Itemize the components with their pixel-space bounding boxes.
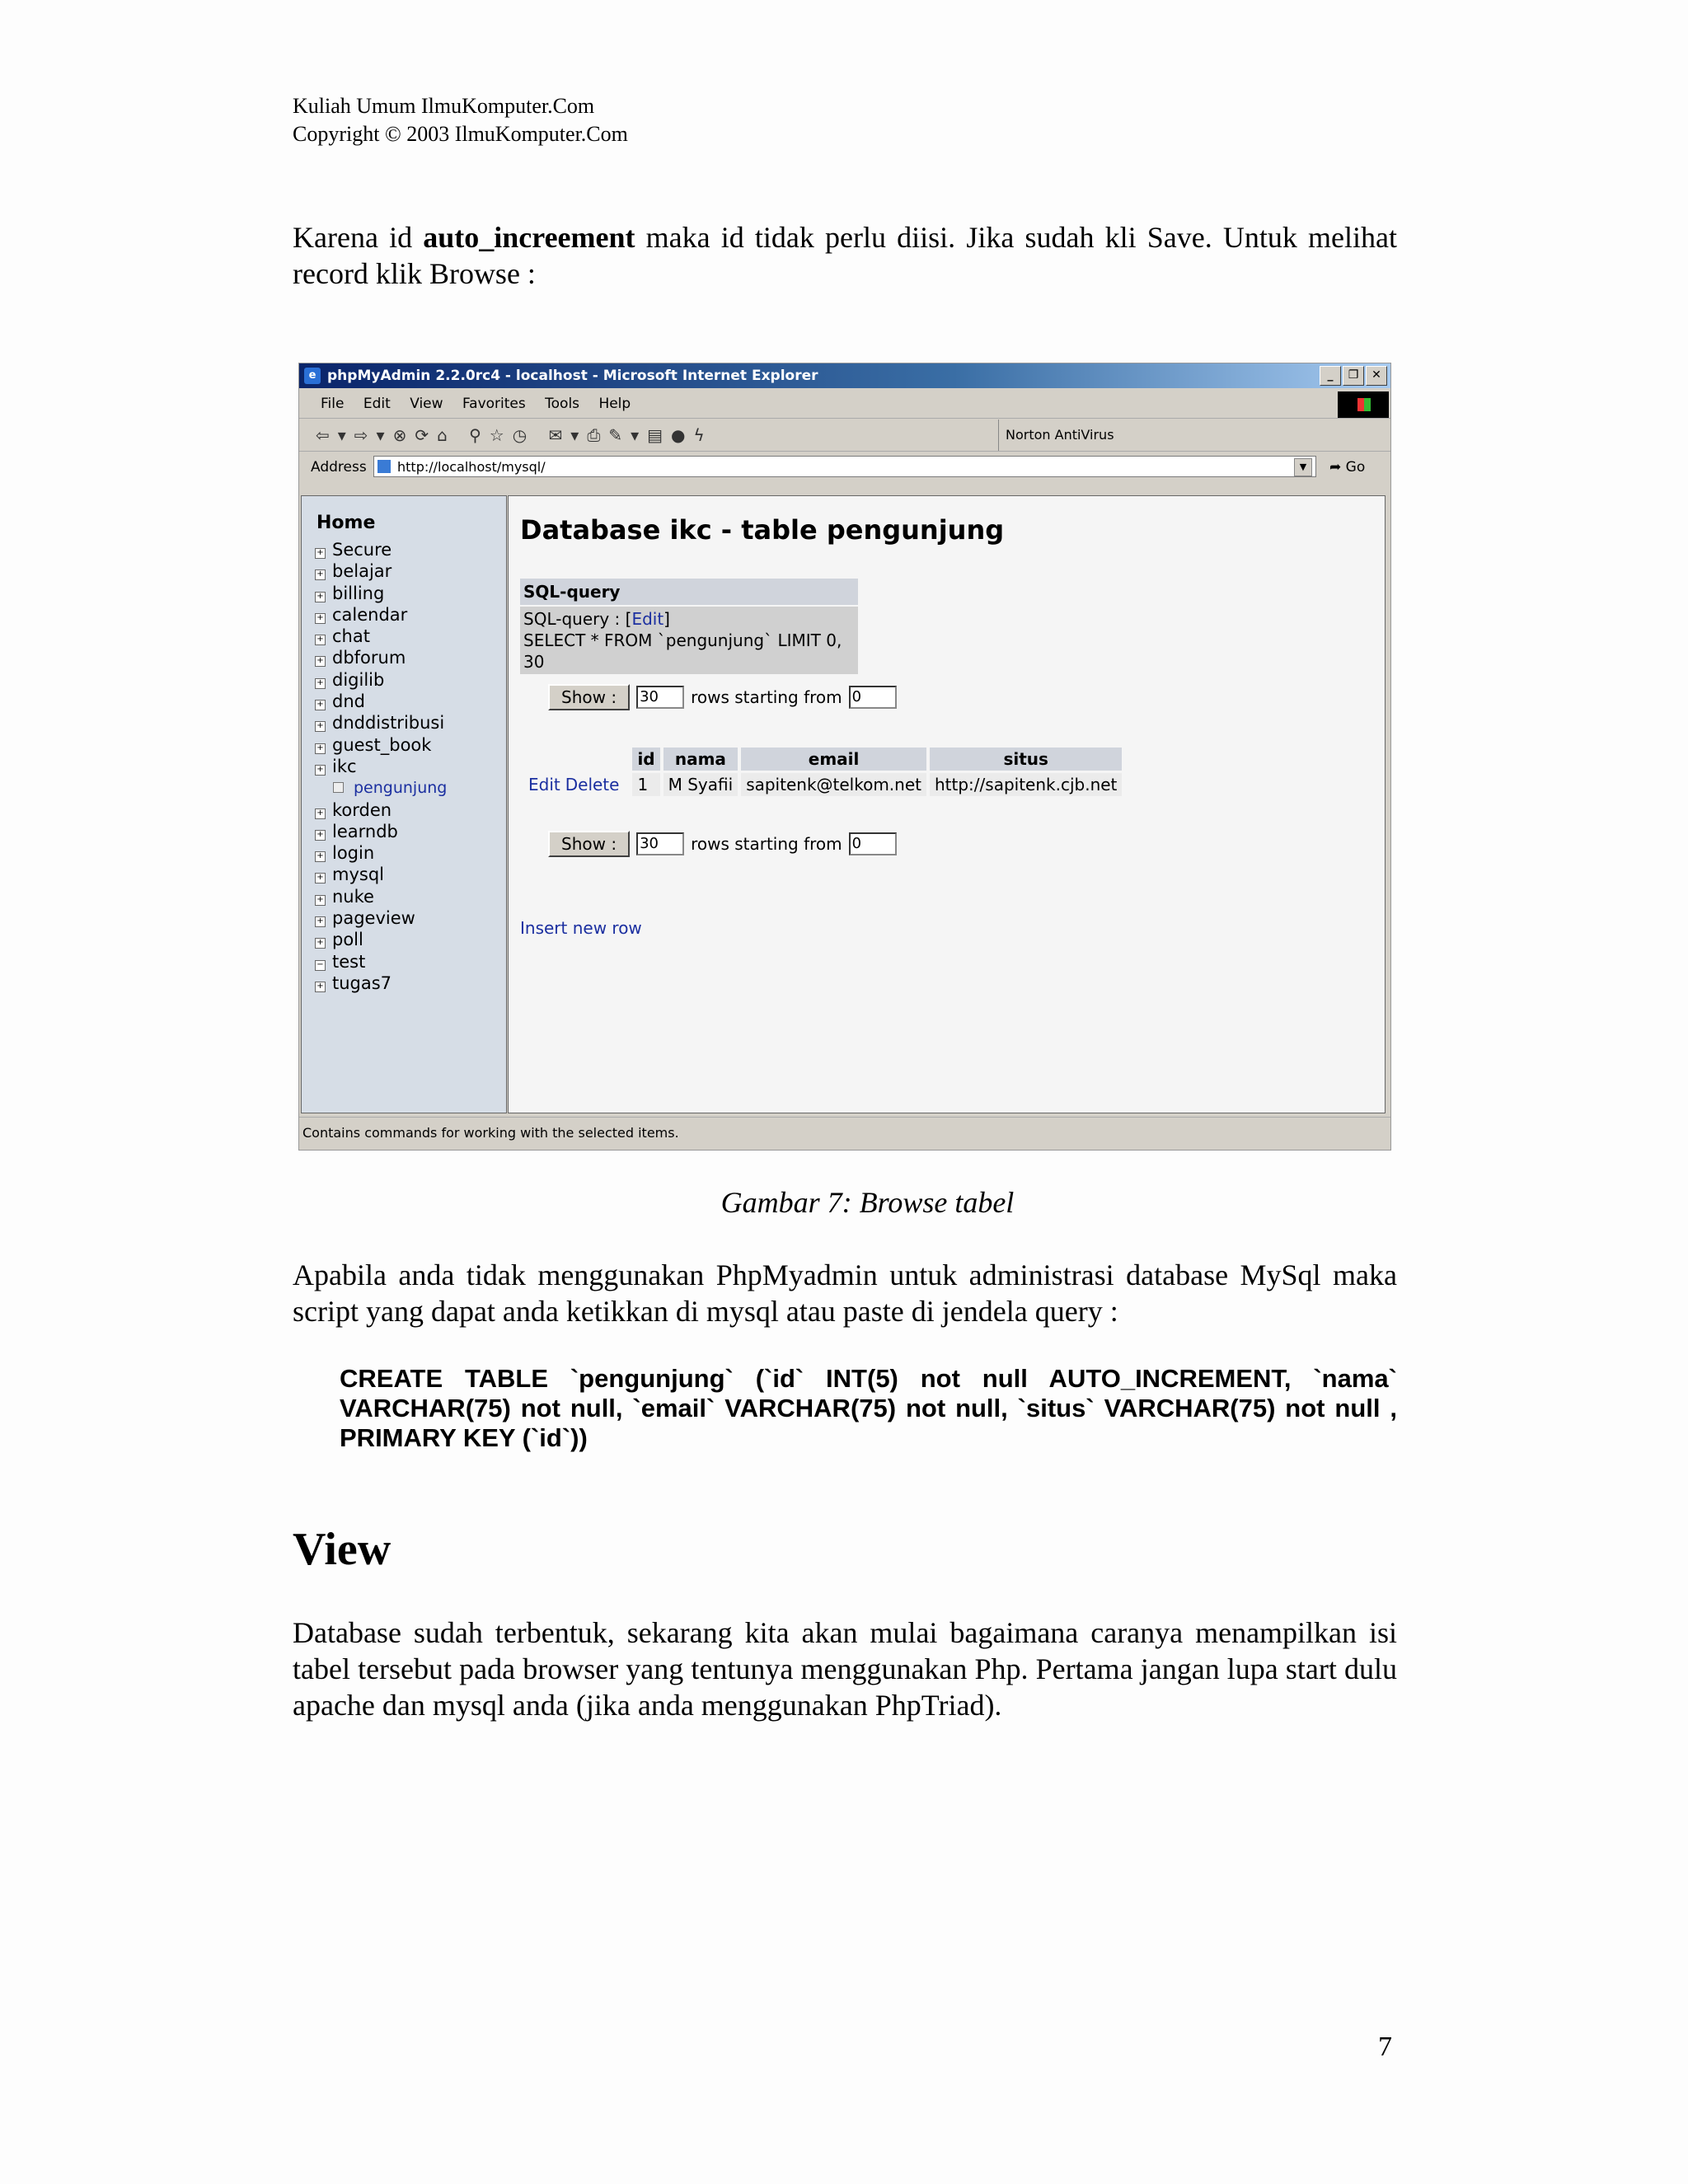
sidebar-item[interactable] (315, 691, 447, 712)
expand-icon[interactable]: + (315, 873, 326, 883)
insert-new-row-link[interactable]: Insert new row (520, 918, 642, 938)
table-row (523, 773, 1122, 796)
sidebar-item[interactable] (315, 560, 447, 582)
expand-icon[interactable]: + (315, 982, 326, 992)
sidebar-item-label: dbforum (332, 648, 406, 668)
expand-icon[interactable]: + (315, 700, 326, 710)
figure-caption: Gambar 7: Browse tabel (720, 1186, 1015, 1219)
menu-favorites[interactable]: Favorites (462, 396, 526, 412)
expand-icon[interactable]: + (315, 830, 326, 841)
sql-code-block: CREATE TABLE `pengunjung` (`id` INT(5) not null AUTO_INCREMENT, `nama` VARCHAR(75) not null, `email` VARCHAR(75) not null, `situs` VARCHAR(75) not null , PRIMARY KEY (`id`)) (340, 1364, 1397, 1452)
rows-starting-label: rows starting from (691, 834, 842, 854)
sidebar-item[interactable] (315, 842, 447, 864)
table-header-blank (523, 748, 629, 771)
row-actions (523, 773, 629, 796)
expand-icon[interactable]: + (315, 613, 326, 624)
cell-nama: M Syafii (663, 773, 738, 796)
sidebar-item[interactable] (315, 821, 447, 842)
address-input[interactable] (373, 456, 1316, 477)
sidebar-item[interactable] (315, 647, 447, 668)
cell-situs: http://sapitenk.cjb.net (930, 773, 1122, 796)
paragraph-2: Apabila anda tidak menggunakan PhpMyadmin untuk administrasi database MySql maka script yang dapat anda ketikkan di mysql atau paste di jendela query : (293, 1258, 1397, 1328)
toolbar-icons[interactable]: ⇦▾⇨▾⊗⟳⌂ ⚲☆◷ ✉▾⎙✎▾▤●ϟ (316, 425, 713, 445)
close-icon[interactable]: ✕ (1366, 366, 1387, 386)
sidebar-item-label: ikc (332, 756, 357, 776)
rows-count-input[interactable]: 30 (636, 686, 684, 709)
column-header[interactable]: email (741, 748, 926, 771)
expand-icon[interactable]: + (315, 808, 326, 819)
sidebar-item[interactable] (315, 626, 447, 647)
sidebar-item-label: dnd (332, 691, 365, 712)
window-titlebar (299, 363, 1390, 388)
expand-icon[interactable]: + (315, 678, 326, 689)
start-row-input[interactable]: 0 (849, 832, 897, 855)
sidebar-item-label: dnddistribusi (332, 713, 445, 733)
sidebar-item-label: belajar (332, 561, 392, 582)
expand-icon[interactable]: + (315, 592, 326, 602)
dropdown-arrow-icon[interactable]: ▼ (1294, 458, 1312, 476)
records-table (520, 745, 1125, 799)
show-button[interactable]: Show : (548, 684, 630, 710)
sidebar-item[interactable] (315, 886, 447, 907)
intro-text-before: Karena id (293, 221, 424, 254)
column-header[interactable]: situs (930, 748, 1122, 771)
ie-icon: e (304, 368, 321, 384)
menu-view[interactable]: View (410, 396, 443, 412)
main-content (508, 495, 1386, 1113)
sidebar-table-item[interactable] (315, 777, 447, 799)
window-title: phpMyAdmin 2.2.0rc4 - localhost - Microsoft Internet Explorer (327, 368, 818, 384)
page-number: 7 (1378, 2032, 1392, 2062)
sidebar-item-label: Secure (332, 540, 392, 560)
expand-icon[interactable]: + (315, 635, 326, 645)
page-icon (377, 460, 391, 473)
intro-text-after: maka id tidak perlu diisi. Jika sudah kli Save. Untuk melihat record klik Browse : (293, 221, 1397, 290)
sidebar-item-label: learndb (332, 821, 398, 841)
go-label: Go (1345, 459, 1366, 476)
menu-bar (299, 390, 1390, 419)
sql-query-body (520, 607, 858, 674)
sql-query-heading: SQL-query (520, 579, 858, 605)
toolbar (299, 419, 1390, 452)
sidebar-item[interactable] (315, 712, 447, 733)
expand-icon[interactable]: + (315, 721, 326, 732)
sidebar-item[interactable] (315, 864, 447, 885)
intro-bold-term: auto_increement (423, 221, 635, 254)
show-button[interactable]: Show : (548, 831, 630, 857)
table-header-row (523, 748, 1122, 771)
sidebar-item[interactable] (315, 583, 447, 604)
sidebar-item[interactable] (315, 951, 447, 972)
expand-icon[interactable]: + (315, 851, 326, 862)
page-title: Database ikc - table pengunjung (520, 514, 1005, 546)
sidebar-item-label: guest_book (332, 734, 432, 755)
rows-count-input[interactable]: 30 (636, 832, 684, 855)
sidebar-home[interactable]: Home (316, 513, 376, 533)
sidebar-item-label: calendar (332, 604, 408, 625)
header-line-2: Copyright © 2003 IlmuKomputer.Com (293, 122, 628, 146)
sidebar-item-label: login (332, 843, 375, 864)
collapse-icon[interactable]: − (315, 960, 326, 971)
sql-query-label: SQL-query : [ (523, 609, 632, 629)
minimize-icon[interactable]: _ (1320, 366, 1341, 386)
paragraph-3: Database sudah terbentuk, sekarang kita akan mulai bagaimana caranya menampilkan isi tabel tersebut pada browser yang tentunya menggunakan Php. Pertama jangan lupa start dulu apache dan mysql anda (jika anda menggunakan PhpTriad). (293, 1616, 1397, 1722)
browser-screenshot (298, 363, 1391, 1151)
sidebar-item-label: test (332, 951, 366, 972)
sidebar-item[interactable] (315, 669, 447, 691)
expand-icon[interactable]: + (315, 938, 326, 949)
sidebar-item[interactable] (315, 799, 447, 821)
go-button[interactable]: ➦ Go (1329, 459, 1366, 476)
edit-link[interactable]: Edit (528, 775, 560, 794)
expand-icon[interactable]: + (315, 548, 326, 559)
table-icon (333, 782, 344, 793)
rows-starting-label: rows starting from (691, 687, 842, 707)
maximize-icon[interactable]: ❐ (1343, 366, 1364, 386)
section-heading: View (293, 1524, 392, 1575)
column-header[interactable]: id (632, 748, 659, 771)
sidebar-item-label: pageview (332, 908, 415, 929)
expand-icon[interactable]: + (315, 895, 326, 906)
windows-logo-icon (1338, 391, 1389, 418)
expand-icon[interactable]: + (315, 765, 326, 776)
address-bar (299, 452, 1390, 482)
intro-paragraph (293, 219, 1397, 292)
sidebar-item[interactable] (315, 907, 447, 929)
sidebar-item[interactable] (315, 929, 447, 950)
status-bar: Contains commands for working with the selected items. (299, 1117, 1390, 1149)
address-label: Address (311, 459, 367, 476)
delete-link[interactable]: Delete (565, 775, 620, 794)
column-header[interactable]: nama (663, 748, 738, 771)
show-row-top (548, 684, 897, 710)
cell-email: sapitenk@telkom.net (741, 773, 926, 796)
sidebar-item-label: digilib (332, 669, 385, 690)
sidebar-table-label: pengunjung (354, 779, 448, 798)
sidebar-item[interactable] (315, 734, 447, 756)
sidebar-item-label: tugas7 (332, 972, 392, 993)
window-controls (1320, 366, 1387, 386)
sidebar-item-label: billing (332, 583, 385, 603)
page-header (293, 92, 628, 148)
sidebar-item-label: korden (332, 799, 392, 820)
sql-query-text: SELECT * FROM `pengunjung` LIMIT 0, 30 (523, 630, 842, 672)
header-line-1: Kuliah Umum IlmuKomputer.Com (293, 94, 595, 118)
expand-icon[interactable]: + (315, 656, 326, 667)
database-list (315, 539, 447, 994)
address-url: http://localhost/mysql/ (397, 459, 546, 475)
sidebar-item-label: nuke (332, 886, 374, 907)
menu-file[interactable]: File (321, 396, 345, 412)
show-row-bottom (548, 831, 897, 857)
sidebar-item-label: poll (332, 930, 363, 950)
menu-edit[interactable]: Edit (363, 396, 391, 412)
sql-bracket-close: ] (663, 609, 670, 629)
expand-icon[interactable]: + (315, 743, 326, 754)
start-row-input[interactable]: 0 (849, 686, 897, 709)
menu-help[interactable]: Help (598, 396, 631, 412)
sidebar-item[interactable] (315, 972, 447, 994)
sidebar-item-label: mysql (332, 865, 384, 885)
sidebar-item[interactable] (315, 604, 447, 626)
menu-tools[interactable]: Tools (545, 396, 580, 412)
sidebar-item-label: chat (332, 626, 370, 647)
norton-antivirus[interactable]: Norton AntiVirus (998, 419, 1114, 451)
expand-icon[interactable]: + (315, 569, 326, 580)
cell-id: 1 (632, 773, 659, 796)
expand-icon[interactable]: + (315, 916, 326, 927)
sidebar-item[interactable] (315, 756, 447, 777)
sql-edit-link[interactable]: Edit (631, 609, 664, 629)
sidebar-item[interactable] (315, 539, 447, 560)
database-sidebar (301, 495, 507, 1113)
sql-query-box (520, 579, 858, 674)
